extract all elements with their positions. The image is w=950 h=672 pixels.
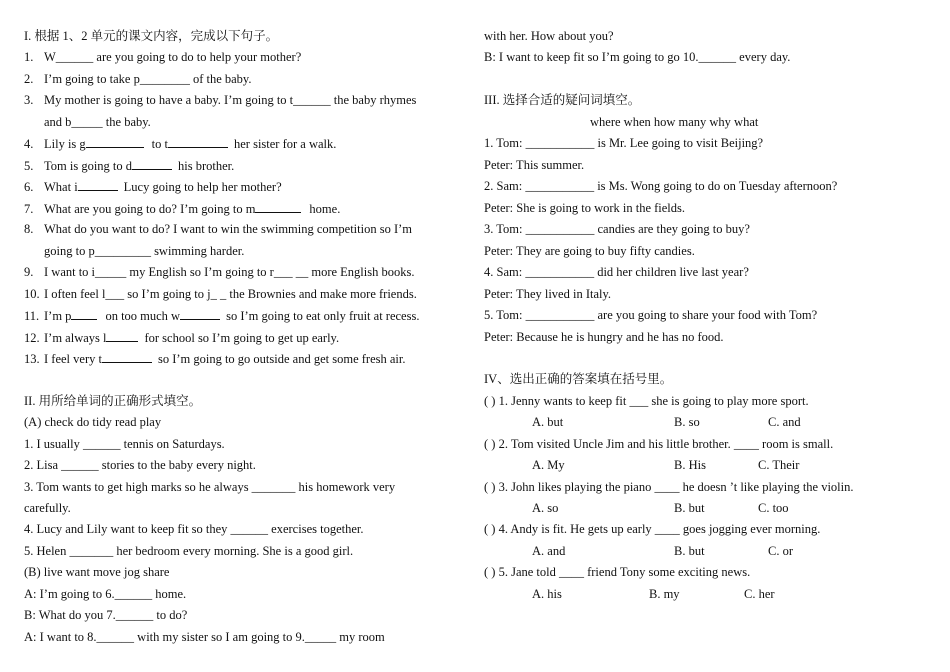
mc-option[interactable]: C. and: [768, 415, 801, 429]
blank-line[interactable]: [102, 350, 152, 363]
section-4-title: IV、选出正确的答案填在括号里。: [484, 372, 673, 386]
blank-line[interactable]: [132, 157, 172, 170]
mc-question: ( ) 3. John likes playing the piano ____ he doesn ’t like playing the violin.: [484, 480, 854, 494]
blank-line[interactable]: [180, 307, 220, 320]
blank-line[interactable]: [71, 307, 97, 320]
exercise-line: 6. What i Lucy going to help her mother?: [24, 180, 282, 194]
dialogue-line: Peter: They are going to buy fifty candies.: [484, 244, 695, 258]
mc-option[interactable]: B. but: [674, 501, 705, 515]
exercise-line: 12. I’m always l for school so I’m going to get up early.: [24, 331, 340, 345]
dialogue-line: A: I’m going to 6.______ home.: [24, 587, 187, 601]
exercise-line: 7. What are you going to do? I’m going to m home.: [24, 202, 341, 216]
blank-line[interactable]: [106, 329, 138, 342]
mc-option[interactable]: C. too: [758, 501, 789, 515]
exercise-line: carefully.: [24, 501, 71, 515]
mc-option[interactable]: C. her: [744, 587, 775, 601]
exercise-line: 10. I often feel l___ so I’m going to j_ _ the Brownies and make more friends.: [24, 287, 417, 301]
mc-option[interactable]: B. my: [649, 587, 680, 601]
exercise-line: 3. Tom wants to get high marks so he always _______ his homework very: [24, 480, 396, 494]
dialogue-line: B: What do you 7.______ to do?: [24, 608, 188, 622]
dialogue-line: Peter: They lived in Italy.: [484, 287, 612, 301]
blank-line[interactable]: [86, 135, 144, 148]
dialogue-line: with her. How about you?: [484, 29, 614, 43]
exercise-line: going to p_________ swimming harder.: [44, 244, 245, 258]
exercise-line: 9. I want to i_____ my English so I’m going to r___ __ more English books.: [24, 265, 415, 279]
mc-option[interactable]: A. but: [532, 415, 564, 429]
exercise-line: 13. I feel very t so I’m going to go outside and get some fresh air.: [24, 352, 406, 366]
mc-question: ( ) 1. Jenny wants to keep fit ___ she is going to play more sport.: [484, 394, 809, 408]
dialogue-line: Peter: This summer.: [484, 158, 585, 172]
exercise-line: 2. I’m going to take p________ of the baby.: [24, 72, 252, 86]
dialogue-line: B: I want to keep fit so I’m going to go 10.______ every day.: [484, 50, 791, 64]
question-word-bank: where when how many why what: [590, 115, 759, 129]
dialogue-line: Peter: Because he is hungry and he has no food.: [484, 330, 724, 344]
exercise-line: 1. I usually ______ tennis on Saturdays.: [24, 437, 225, 451]
mc-option[interactable]: B. His: [674, 458, 706, 472]
dialogue-line: Peter: She is going to work in the fields.: [484, 201, 686, 215]
blank-line[interactable]: [168, 135, 228, 148]
exercise-line: 5. Helen _______ her bedroom every morning. She is a good girl.: [24, 544, 354, 558]
exercise-line: 11. I’m p on too much w so I’m going to eat only fruit at recess.: [24, 309, 420, 323]
exercise-line: and b_____ the baby.: [44, 115, 151, 129]
word-bank-b: (B) live want move jog share: [24, 565, 170, 579]
exercise-line: 5. Tom is going to d his brother.: [24, 159, 235, 173]
exercise-line: 3. My mother is going to have a baby. I’m going to t______ the baby rhymes: [24, 93, 417, 107]
mc-option[interactable]: A. My: [532, 458, 565, 472]
blank-line[interactable]: [255, 200, 301, 213]
word-bank-a: (A) check do tidy read play: [24, 415, 162, 429]
mc-question: ( ) 5. Jane told ____ friend Tony some exciting news.: [484, 565, 751, 579]
blank-line[interactable]: [78, 178, 118, 191]
mc-question: ( ) 4. Andy is fit. He gets up early ____ goes jogging ever morning.: [484, 522, 821, 536]
dialogue-line: 3. Tom: ___________ candies are they going to buy?: [484, 222, 750, 236]
section-1-title: I. 根据 1、2 单元的课文内容，完成以下句子。: [24, 29, 279, 43]
dialogue-line: 5. Tom: ___________ are you going to share your food with Tom?: [484, 308, 818, 322]
section-3-title: III. 选择合适的疑问词填空。: [484, 93, 641, 107]
mc-option[interactable]: B. so: [674, 415, 700, 429]
exercise-line: 2. Lisa ______ stories to the baby every night.: [24, 458, 256, 472]
mc-option[interactable]: B. but: [674, 544, 705, 558]
mc-option[interactable]: A. and: [532, 544, 566, 558]
mc-option[interactable]: A. his: [532, 587, 562, 601]
exercise-line: 8. What do you want to do? I want to win the swimming competition so I’m: [24, 222, 412, 236]
dialogue-line: 4. Sam: ___________ did her children live last year?: [484, 265, 749, 279]
mc-question: ( ) 2. Tom visited Uncle Jim and his little brother. ____ room is small.: [484, 437, 834, 451]
mc-option[interactable]: C. Their: [758, 458, 800, 472]
dialogue-line: 2. Sam: ___________ is Ms. Wong going to do on Tuesday afternoon?: [484, 179, 838, 193]
exercise-line: 4. Lily is g to t her sister for a walk.: [24, 137, 337, 151]
dialogue-line: A: I want to 8.______ with my sister so I am going to 9._____ my room: [24, 630, 385, 644]
section-2-title: II. 用所给单词的正确形式填空。: [24, 394, 202, 408]
mc-option[interactable]: C. or: [768, 544, 793, 558]
exercise-line: 1. W______ are you going to do to help your mother?: [24, 50, 302, 64]
exercise-line: 4. Lucy and Lily want to keep fit so they ______ exercises together.: [24, 522, 364, 536]
mc-option[interactable]: A. so: [532, 501, 559, 515]
dialogue-line: 1. Tom: ___________ is Mr. Lee going to visit Beijing?: [484, 136, 764, 150]
